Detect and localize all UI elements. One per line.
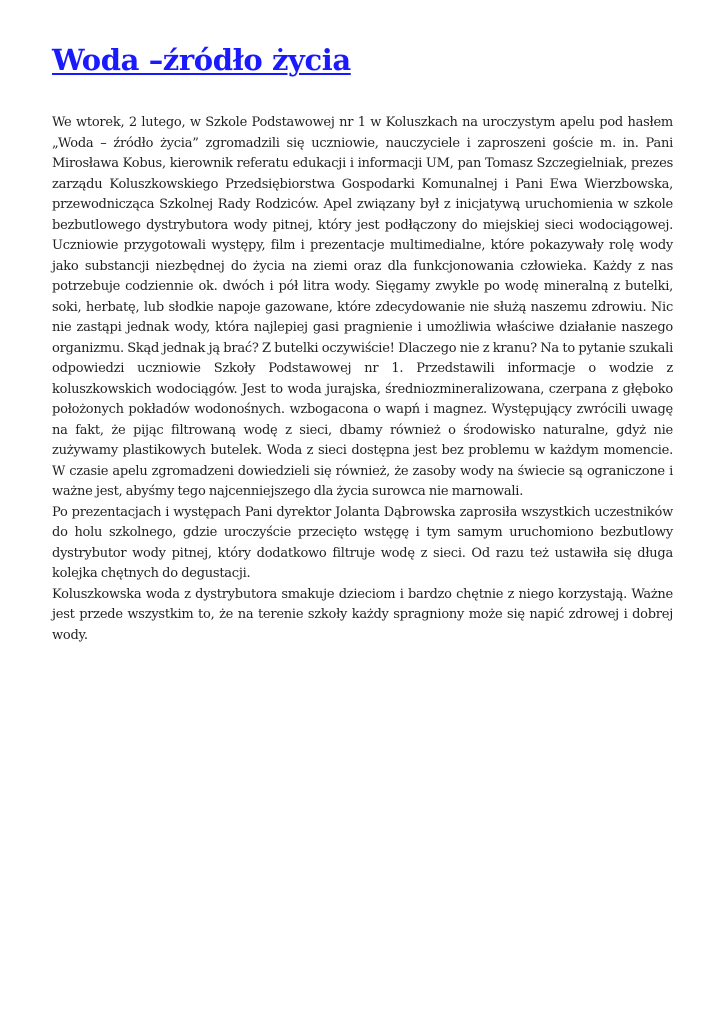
article-title [52, 40, 673, 80]
article [52, 40, 673, 646]
article-body [52, 113, 673, 646]
article-title-link[interactable]: Woda –źródło życia [52, 43, 351, 77]
article-paragraph: We wtorek, 2 lutego, w Szkole Podstawowej nr 1 w Koluszkach na uroczystym apelu pod hasłem „Woda – źródło życia” zgromadzili się uczniowie, nauczyciele i zaproszeni goście m. in. Pani Mirosława Kobus, kierownik referatu edukacji i informacji UM, pan Tomasz Szczegielniak, prezes zarządu Koluszkowskiego Przedsiębiorstwa Gospodarki Komunalnej i Pani Ewa Wierzbowska, przewodnicząca Szkolnej Rady Rodziców. Apel związany był z inicjatywą uruchomienia w szkole bezbutlowego dystrybutora wody pitnej, który jest podłączony do miejskiej sieci wodociągowej. Uczniowie przygotowali występy, film i prezentacje multimedialne, które pokazywały rolę wody jako substancji niezbędnej do życia na ziemi oraz dla funkcjonowania człowieka. Każdy z nas potrzebuje codziennie ok. dwóch i pół litra wody. Sięgamy zwykle po wodę mineralną z butelki, soki, herbatę, lub słodkie napoje gazowane, które zdecydowanie nie służą naszemu zdrowiu. Nic nie zastąpi jednak wody, która najlepiej gasi pragnienie i umożliwia właściwe działanie naszego organizmu. Skąd jednak ją brać? Z butelki oczywiście! Dlaczego nie z kranu? Na to pytanie szukali odpowiedzi uczniowie Szkoły Podstawowej nr 1. Przedstawili informacje o wodzie z koluszkowskich wodociągów. Jest to woda jurajska, średniozmineralizowana, czerpana z głęboko położonych pokładów wodonośnych. wzbogacona o wapń i magnez. Występujący zwrócili uwagę na fakt, że pijąc filtrowaną wodę z sieci, dbamy również o środowisko naturalne, gdyż nie zużywamy plastikowych butelek. Woda z sieci dostępna jest bez problemu w każdym momencie. W czasie apelu zgromadzeni dowiedzieli się również, że zasoby wody na świecie są ograniczone i ważne jest, abyśmy tego najcenniejszego dla życia surowca nie marnowali. [52, 115, 673, 499]
article-paragraph: Koluszkowska woda z dystrybutora smakuje dzieciom i bardzo chętnie z niego korzystają. Ważne jest przede wszystkim to, że na terenie szkoły każdy spragniony może się napić zdrowej i dobrej wody. [52, 586, 673, 643]
article-paragraph: Po prezentacjach i występach Pani dyrektor Jolanta Dąbrowska zaprosiła wszystkich uczestników do holu szkolnego, gdzie uroczyście przecięto wstęgę i tym samym uruchomiono bezbutlowy dystrybutor wody pitnej, który dodatkowo filtruje wodę z sieci. Od razu też ustawiła się długa kolejka chętnych do degustacji. [52, 504, 673, 581]
